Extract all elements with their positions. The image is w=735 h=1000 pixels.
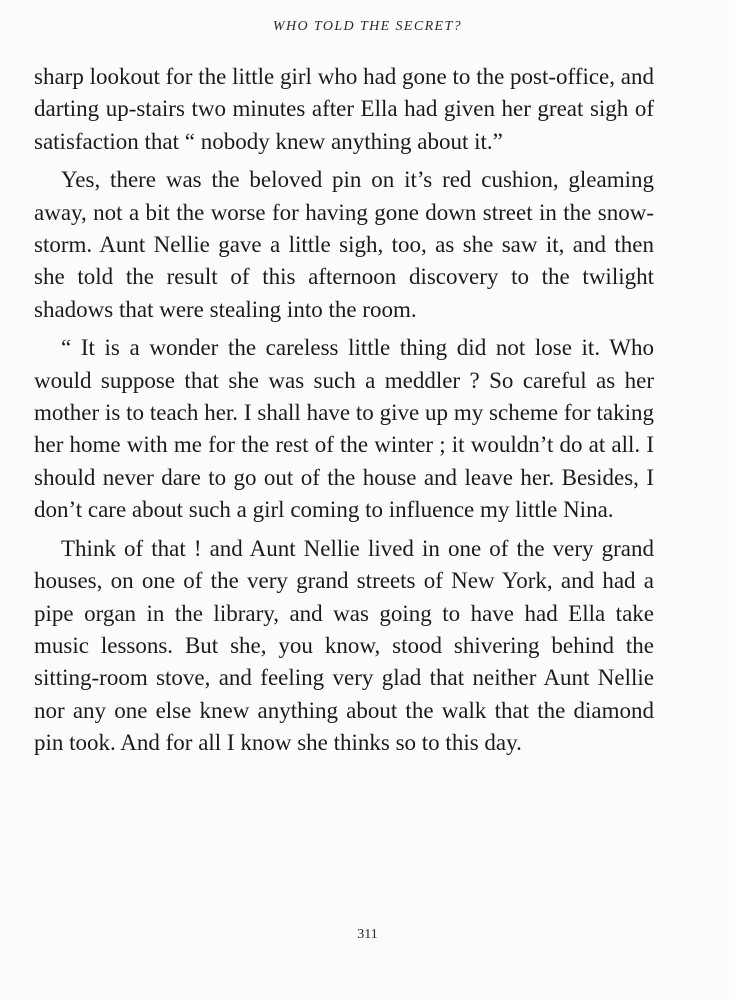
running-head: WHO TOLD THE SECRET? xyxy=(272,19,463,34)
body-text xyxy=(34,61,654,766)
paragraph-4: Think of that ! and Aunt Nellie lived in one of the very grand houses, on one of the very grand streets of New York, and had a pipe organ in the library, and was going to have had Ella take music lessons. But she, you know, stood shivering behind the sitting-room stove, and feeling very glad that neither Aunt Nellie nor any one else knew anything about the walk that the diamond pin took. And for all I know she thinks so to this day. xyxy=(34,535,654,756)
page-number: 311 xyxy=(357,927,378,942)
paragraph-2: Yes, there was the beloved pin on it’s red cushion, gleaming away, not a bit the worse for having gone down street in the snow-storm. Aunt Nellie gave a little sigh, too, as she saw it, and then she told the result of this afternoon discovery to the twilight shadows that were stealing into the room. xyxy=(34,167,654,322)
paragraph-1: sharp lookout for the little girl who had gone to the post-office, and darting up-stairs two minutes after Ella had given her great sigh of satisfaction that “ nobody knew anything about it.” xyxy=(34,64,654,154)
paragraph-3: “ It is a wonder the careless little thing did not lose it. Who would suppose that she was such a meddler ? So careful as her mother is to teach her. I shall have to give up my scheme for taking her home with me for the rest of the winter ; it wouldn’t do at all. I should never dare to go out of the house and leave her. Besides, I don’t care about such a girl coming to influence my little Nina. xyxy=(34,335,654,523)
